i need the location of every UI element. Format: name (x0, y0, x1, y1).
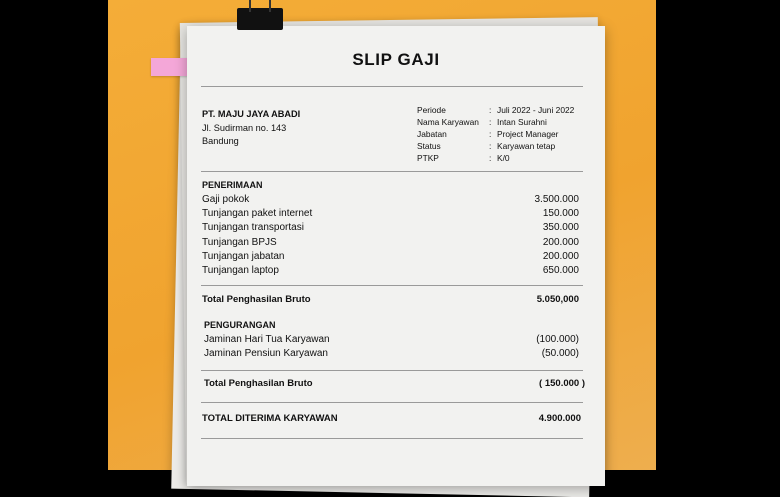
divider-header (201, 171, 583, 172)
item-label: Gaji pokok (202, 194, 250, 205)
company-address-line2: Bandung (202, 136, 239, 146)
info-separator: : (489, 105, 492, 115)
item-label: Tunjangan paket internet (202, 208, 313, 220)
clip-wire-right (269, 0, 271, 12)
item-label: Tunjangan jabatan (202, 250, 285, 262)
info-row-nama-karyawan (417, 116, 574, 128)
company-name: PT. MAJU JAYA ABADI (202, 109, 301, 119)
info-value: Project Manager (497, 129, 559, 139)
info-row-periode (417, 104, 574, 116)
info-separator: : (489, 129, 492, 139)
info-label: Jabatan (417, 129, 447, 139)
info-value: Juli 2022 - Juni 2022 (497, 105, 575, 115)
item-label: Tunjangan laptop (202, 264, 279, 276)
divider-top (201, 86, 583, 87)
info-separator: : (489, 117, 492, 127)
sticky-note (151, 58, 188, 76)
list-item (202, 193, 579, 207)
info-row-ptkp (417, 152, 574, 164)
item-label: Jaminan Pensiun Karyawan (204, 348, 328, 360)
pengurangan-title: PENGURANGAN (204, 320, 276, 330)
item-value: 200.000 (542, 250, 579, 262)
item-value: 150.000 (542, 208, 579, 220)
info-label: Status (417, 141, 441, 151)
company-address-line1: Jl. Sudirman no. 143 (202, 122, 287, 133)
info-label: Periode (417, 105, 446, 115)
info-label: Nama Karyawan (417, 117, 479, 127)
slip-title: SLIP GAJI (352, 50, 440, 69)
employee-info (417, 104, 574, 164)
list-item (204, 333, 579, 347)
company-block (202, 108, 300, 149)
info-separator: : (489, 141, 492, 151)
net-total-value: 4.900.000 (538, 413, 581, 424)
info-label: PTKP (417, 153, 439, 163)
divider-penerimaan (201, 285, 583, 286)
item-label: Tunjangan BPJS (202, 236, 277, 248)
divider-net-bottom (201, 438, 583, 439)
item-value: (50.000) (541, 348, 579, 360)
info-row-status (417, 140, 574, 152)
list-item (202, 236, 579, 250)
pengurangan-total-value: ( 150.000 ) (539, 378, 585, 389)
info-value: Karyawan tetap (497, 141, 556, 151)
pengurangan-total-label: Total Penghasilan Bruto (204, 378, 313, 389)
item-value: 650.000 (542, 264, 579, 276)
list-item (204, 347, 579, 361)
clip-wire-left (249, 0, 251, 12)
binder-clip-icon (237, 8, 283, 30)
pengurangan-list (204, 333, 579, 361)
net-total-label: TOTAL DITERIMA KARYAWAN (202, 413, 338, 424)
list-item (202, 264, 579, 278)
penerimaan-total-label: Total Penghasilan Bruto (202, 294, 311, 305)
divider-net-top (201, 402, 583, 403)
item-label: Tunjangan transportasi (202, 222, 304, 234)
item-value: 350.000 (542, 222, 579, 234)
penerimaan-list (202, 193, 579, 278)
info-row-jabatan (417, 128, 574, 140)
penerimaan-total-value: 5.050,000 (536, 294, 579, 305)
salary-slip-paper (187, 26, 605, 486)
list-item (202, 250, 579, 264)
divider-pengurangan (201, 370, 583, 371)
info-value: Intan Surahni (497, 117, 547, 127)
item-value: (100.000) (536, 334, 579, 345)
item-value: 3.500.000 (534, 194, 579, 205)
penerimaan-title: PENERIMAAN (202, 180, 263, 190)
info-value: K/0 (497, 153, 510, 163)
item-label: Jaminan Hari Tua Karyawan (204, 334, 330, 345)
item-value: 200.000 (542, 236, 579, 248)
info-separator: : (489, 153, 492, 163)
list-item (202, 221, 579, 235)
list-item (202, 207, 579, 221)
